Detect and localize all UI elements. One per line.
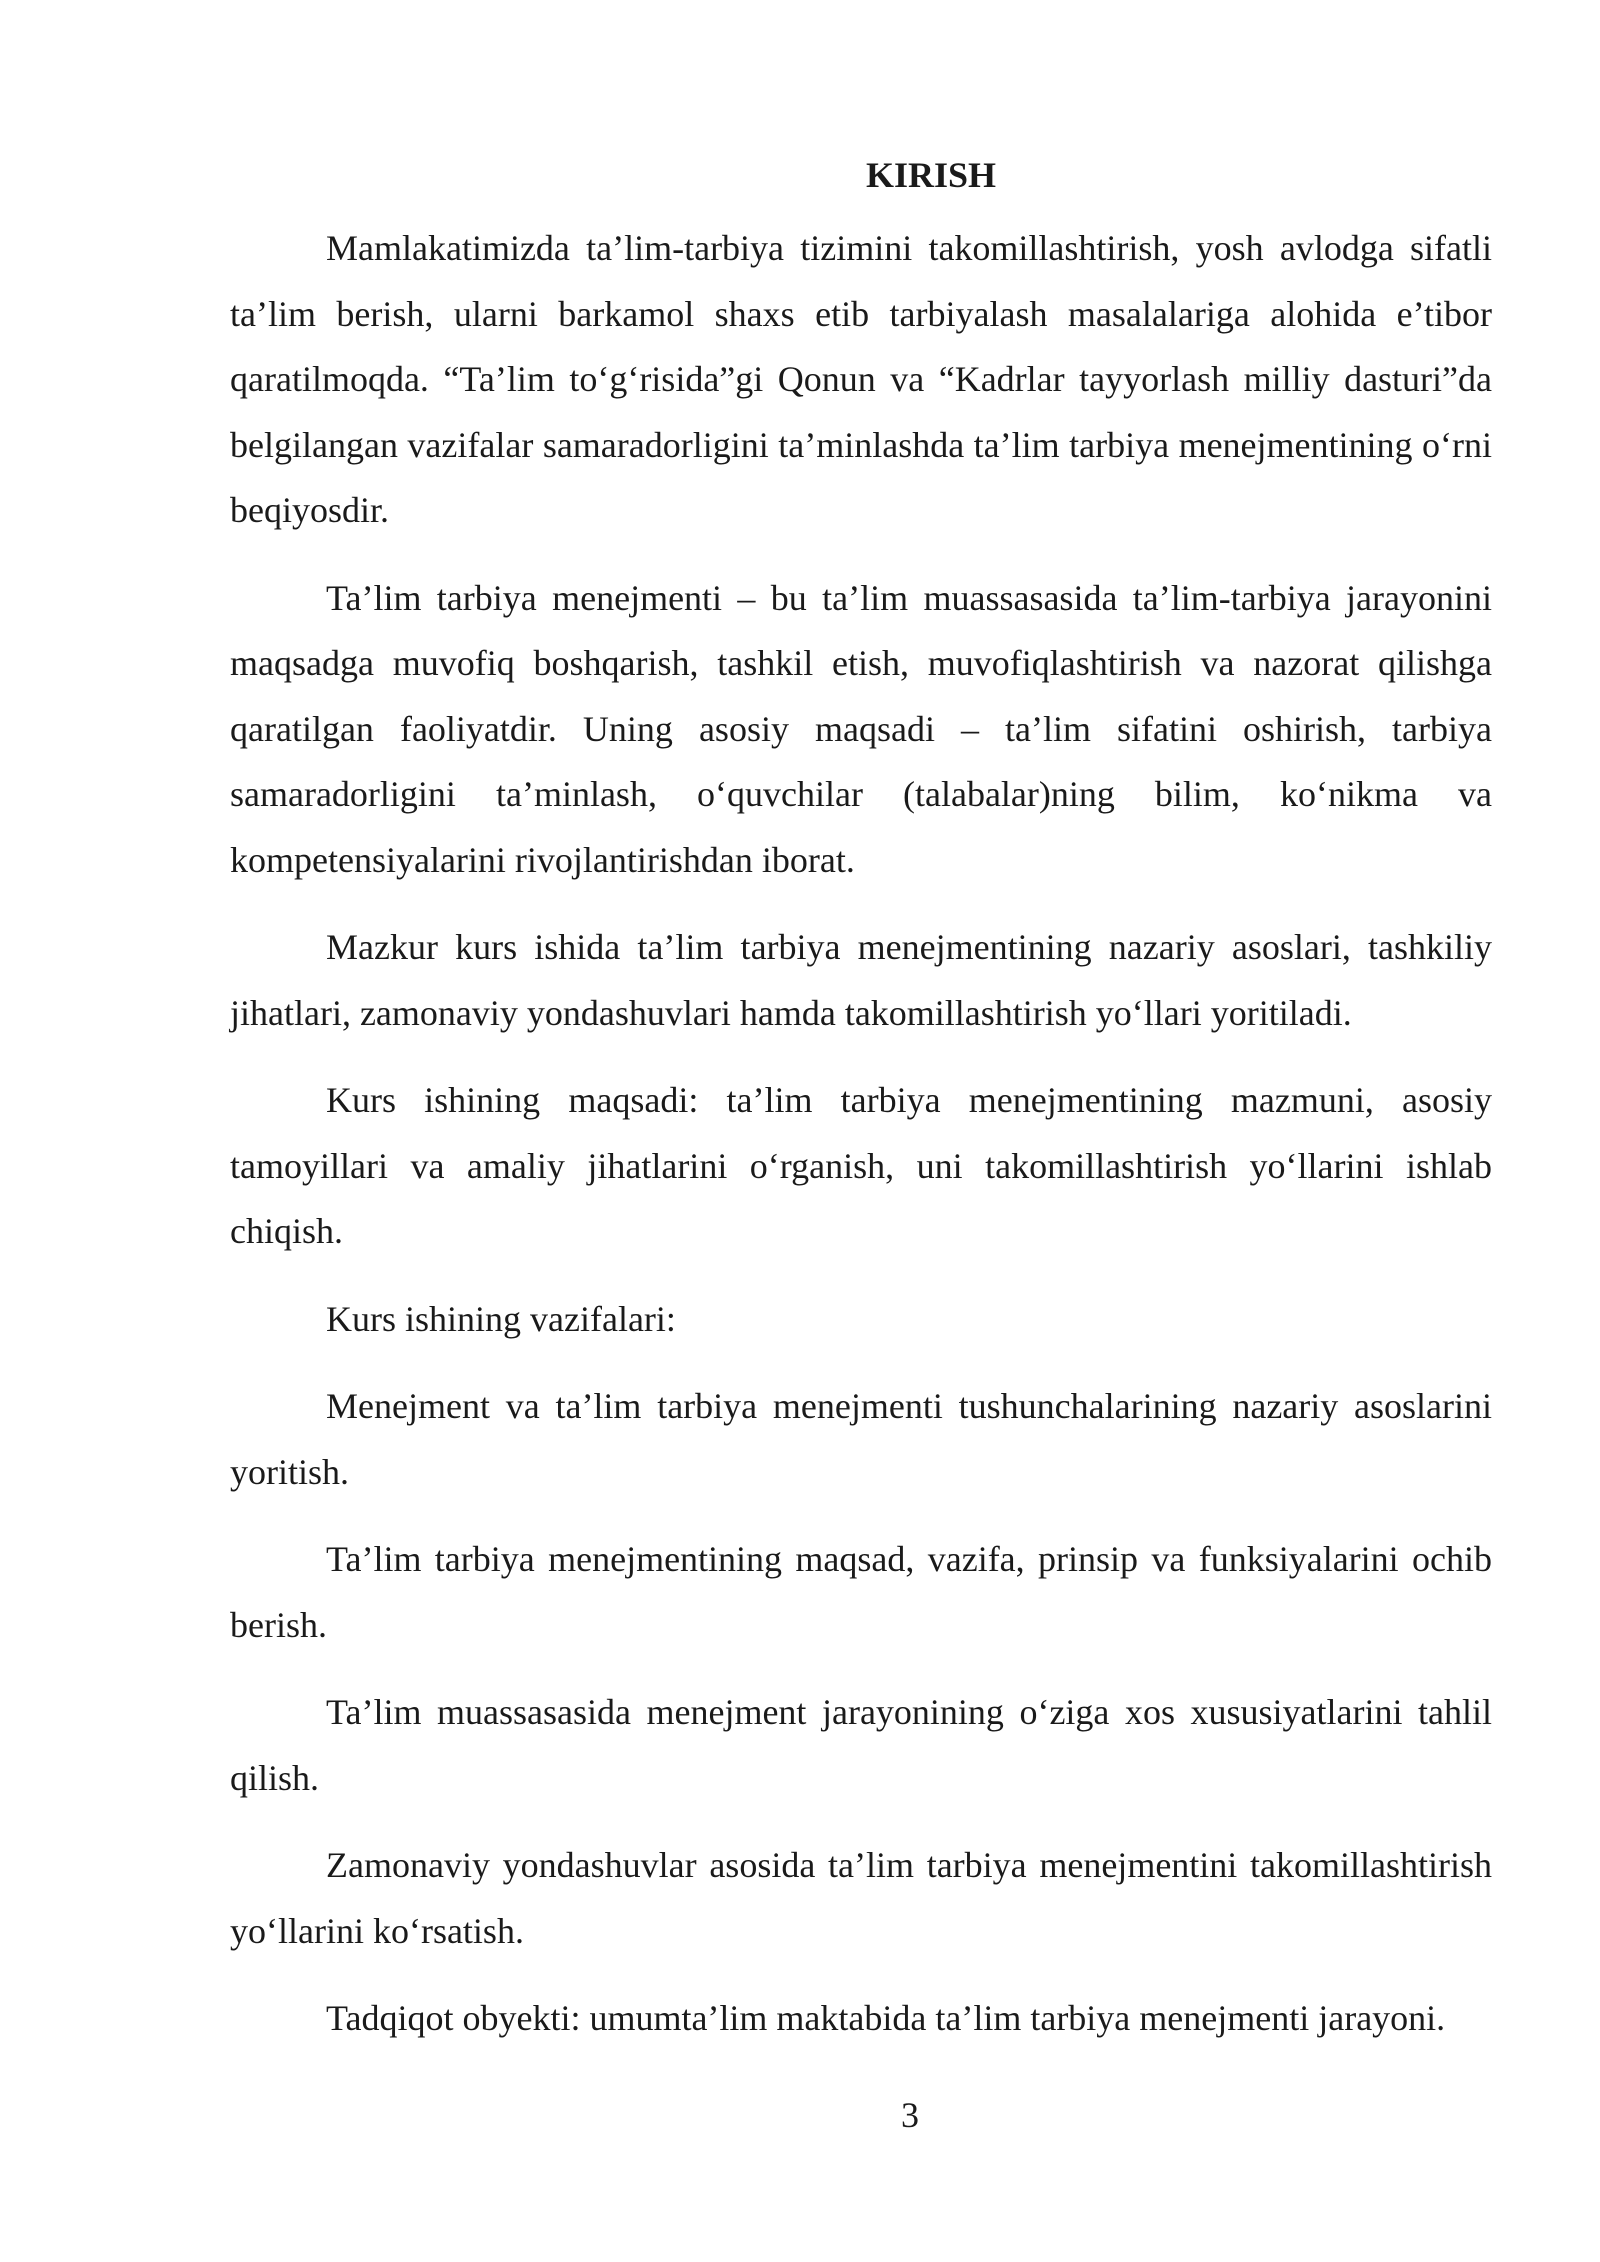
- paragraph-research-object: Tadqiqot obyekti: umumta’lim maktabida ta’lim tarbiya menejmenti jarayoni.: [326, 1998, 1446, 2038]
- document-body: [230, 150, 1492, 2074]
- paragraph-goal: Kurs ishining maqsadi: ta’lim tarbiya menejmentining mazmuni, asosiy tamoyillari va amaliy jihatlarini o‘rganish, uni takomillashtirish yo‘llarini ishlab chiqish.: [230, 1080, 1492, 1251]
- page-number: 3: [901, 2095, 919, 2135]
- paragraph-task-2: Ta’lim tarbiya menejmentining maqsad, vazifa, prinsip va funksiyalarini ochib berish.: [230, 1539, 1492, 1645]
- section-heading: KIRISH: [865, 155, 997, 195]
- paragraph-definition: Ta’lim tarbiya menejmenti – bu ta’lim muassasasida ta’lim-tarbiya jarayonini maqsadga muvofiq boshqarish, tashkil etish, muvofiqlashtirish va nazorat qilishga qaratilgan faoliyatdir. Uning asosiy maqsadi – ta’lim sifatini oshirish, tarbiya samaradorligini ta’minlash, o‘quvchilar (talabalar)ning bilim, ko‘nikma va kompetensiyalarini rivojlantirishdan iborat.: [230, 577, 1492, 880]
- paragraph-task-1: Menejment va ta’lim tarbiya menejmenti tushunchalarining nazariy asoslarini yoritish.: [230, 1386, 1492, 1492]
- paragraph-tasks-heading: Kurs ishining vazifalari:: [326, 1298, 676, 1339]
- paragraph-task-3: Ta’lim muassasasida menejment jarayonining o‘ziga xos xususiyatlarini tahlil qilish.: [230, 1692, 1492, 1798]
- paragraph-intro: Mamlakatimizda ta’lim-tarbiya tizimini takomillashtirish, yosh avlodga sifatli ta’lim berish, ularni barkamol shaxs etib tarbiyalash masalalariga alohida e’tibor qaratilmoqda. “Ta’lim to‘g‘risida”gi Qonun va “Kadrlar tayyorlash milliy dasturi”da belgilangan vazifalar samaradorligini ta’minlashda ta’lim tarbiya menejmentining o‘rni beqiyosdir.: [230, 228, 1492, 530]
- paragraph-task-4: Zamonaviy yondashuvlar asosida ta’lim tarbiya menejmentini takomillashtirish yo‘llarini ko‘rsatish.: [230, 1845, 1492, 1951]
- paragraph-scope: Mazkur kurs ishida ta’lim tarbiya menejmentining nazariy asoslari, tashkiliy jihatlari, zamonaviy yondashuvlari hamda takomillashtirish yo‘llari yoritiladi.: [230, 927, 1492, 1033]
